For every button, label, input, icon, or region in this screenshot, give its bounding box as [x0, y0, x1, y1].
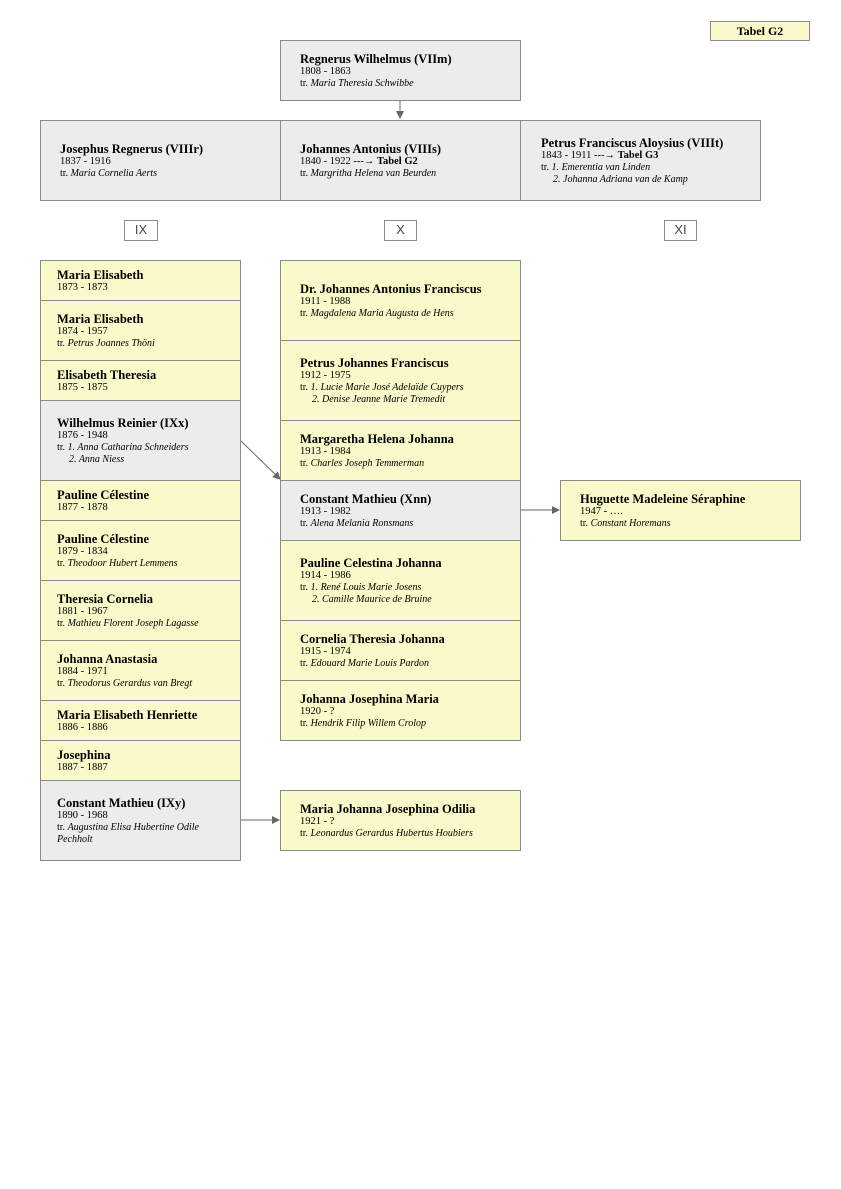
person-name: Margaretha Helena Johanna	[300, 431, 454, 446]
person-years: 1915 - 1974	[300, 645, 351, 657]
person-name: Constant Mathieu (Xnn)	[300, 491, 432, 506]
person-ix-5	[40, 480, 241, 521]
person-spouse: tr. Augustina Elisa Hubertine Odile	[57, 821, 199, 833]
person-years: 1887 - 1887	[57, 761, 108, 773]
table-ref-link[interactable]: Tabel G2	[377, 155, 418, 167]
person-name: Wilhelmus Reinier (IXx)	[57, 415, 189, 430]
person-ix-10	[40, 740, 241, 781]
person-years: 1808 - 1863	[300, 65, 351, 77]
person-ix-4	[40, 400, 241, 481]
person-name: Regnerus Wilhelmus (VIIm)	[300, 51, 452, 66]
person-name: Pauline Célestine	[57, 531, 150, 546]
person-years-with-ref: 1840 - 1922 ---→ Tabel G2	[300, 155, 418, 167]
person-x-8	[280, 790, 521, 851]
person-spouse: tr. Charles Joseph Temmerman	[300, 457, 425, 469]
table-tag: Tabel G2	[710, 21, 810, 41]
person-years-with-ref: 1843 - 1911 ---→ Tabel G3	[541, 149, 659, 161]
person-name: Dr. Johannes Antonius Franciscus	[300, 281, 482, 296]
person-name: Petrus Franciscus Aloysius (VIIIt)	[541, 135, 724, 150]
person-years: 1947 - ….	[580, 505, 623, 517]
person-name: Pauline Celestina Johanna	[300, 555, 442, 570]
person-years: 1874 - 1957	[57, 325, 108, 337]
person-name: Maria Elisabeth	[57, 267, 144, 282]
person-petrus-franciscus	[520, 120, 761, 201]
person-name: Maria Elisabeth	[57, 311, 144, 326]
person-name: Maria Elisabeth Henriette	[57, 707, 198, 722]
person-name: Petrus Johannes Franciscus	[300, 355, 449, 370]
person-name: Josephus Regnerus (VIIIr)	[60, 141, 204, 156]
person-spouse: tr. Maria Theresia Schwibbe	[300, 77, 414, 89]
connector-wilhelmus-to-xcol	[241, 441, 280, 479]
person-ix-3	[40, 360, 241, 401]
person-name: Johanna Anastasia	[57, 651, 158, 666]
person-ix-9	[40, 700, 241, 741]
person-spouse: tr. Magdalena Maria Augusta de Hens	[300, 307, 454, 319]
person-years: 1873 - 1873	[57, 281, 108, 293]
person-ix-6	[40, 520, 241, 581]
person-spouse-2: 2. Johanna Adriana van de Kamp	[553, 173, 688, 185]
person-spouse: tr. Hendrik Filip Willem Crolop	[300, 717, 427, 729]
person-years: 1890 - 1968	[57, 809, 108, 821]
generation-label-ix: IX	[124, 220, 158, 241]
person-ix-11	[40, 780, 241, 861]
person-ix-8	[40, 640, 241, 701]
person-years: 1875 - 1875	[57, 381, 108, 393]
person-name: Theresia Cornelia	[57, 591, 153, 606]
person-spouse-2: 2. Camille Maurice de Bruine	[312, 593, 432, 605]
person-years: 1879 - 1834	[57, 545, 108, 557]
person-josephus-regnerus	[40, 120, 281, 201]
root-person-box	[280, 40, 521, 101]
person-years: 1881 - 1967	[57, 605, 108, 617]
person-name: Cornelia Theresia Johanna	[300, 631, 445, 646]
person-spouse: tr. Theodorus Gerardus van Bregt	[57, 677, 193, 689]
person-ix-7	[40, 580, 241, 641]
person-years: 1914 - 1986	[300, 569, 351, 581]
person-spouse: tr. Theodoor Hubert Lemmens	[57, 557, 178, 569]
person-name: Johannes Antonius (VIIIs)	[300, 141, 442, 156]
person-spouse: tr. 1. Anna Catharina Schneiders	[57, 441, 189, 453]
person-name: Huguette Madeleine Séraphine	[580, 491, 746, 506]
person-years: 1911 - 1988	[300, 295, 351, 307]
person-years: 1877 - 1878	[57, 501, 108, 513]
person-xi-1	[560, 480, 801, 541]
person-x-5	[280, 540, 521, 621]
generation-label-xi: XI	[664, 220, 697, 241]
person-johannes-antonius	[280, 120, 521, 201]
person-x-7	[280, 680, 521, 741]
person-spouse: tr. Mathieu Florent Joseph Lagasse	[57, 617, 199, 629]
person-name: Constant Mathieu (IXy)	[57, 795, 186, 810]
person-years: 1913 - 1982	[300, 505, 351, 517]
person-years: 1884 - 1971	[57, 665, 108, 677]
person-x-2	[280, 340, 521, 421]
person-spouse-2: 2. Anna Niess	[69, 453, 125, 465]
person-spouse-cont: Pechholt	[57, 833, 93, 845]
person-years: 1920 - ?	[300, 705, 335, 717]
person-spouse-2: 2. Denise Jeanne Marie Tremedit	[312, 393, 446, 405]
person-spouse: tr. Petrus Joannes Thöni	[57, 337, 155, 349]
person-years: 1837 - 1916	[60, 155, 111, 167]
person-ix-1	[40, 260, 241, 301]
generation-label-x: X	[384, 220, 417, 241]
person-ix-2	[40, 300, 241, 361]
table-ref-link[interactable]: Tabel G3	[617, 149, 659, 161]
person-name: Josephina	[57, 747, 111, 762]
person-x-6	[280, 620, 521, 681]
person-spouse: tr. Margritha Helena van Beurden	[300, 167, 437, 179]
person-name: Pauline Célestine	[57, 487, 150, 502]
person-years: 1921 - ?	[300, 815, 335, 827]
person-x-4	[280, 480, 521, 541]
person-name: Maria Johanna Josephina Odilia	[300, 801, 476, 816]
person-name: Elisabeth Theresia	[57, 367, 157, 382]
person-spouse: tr. Edouard Marie Louis Pardon	[300, 657, 429, 669]
person-spouse: tr. 1. Lucie Marie José Adelaïde Cuypers	[300, 381, 464, 393]
person-x-3	[280, 420, 521, 481]
person-spouse: tr. Alena Melania Ronsmans	[300, 517, 414, 529]
person-x-1	[280, 260, 521, 341]
person-spouse: tr. Maria Cornelia Aerts	[60, 167, 158, 179]
person-years: 1913 - 1984	[300, 445, 351, 457]
person-spouse: tr. Constant Horemans	[580, 517, 671, 529]
person-spouse: tr. 1. Emerentia van Linden	[541, 161, 651, 173]
person-name: Johanna Josephina Maria	[300, 691, 439, 706]
person-spouse: tr. 1. René Louis Marie Josens	[300, 581, 422, 593]
person-spouse: tr. Leonardus Gerardus Hubertus Houbiers	[300, 827, 473, 839]
person-years: 1912 - 1975	[300, 369, 351, 381]
person-years: 1886 - 1886	[57, 721, 108, 733]
person-years: 1876 - 1948	[57, 429, 108, 441]
